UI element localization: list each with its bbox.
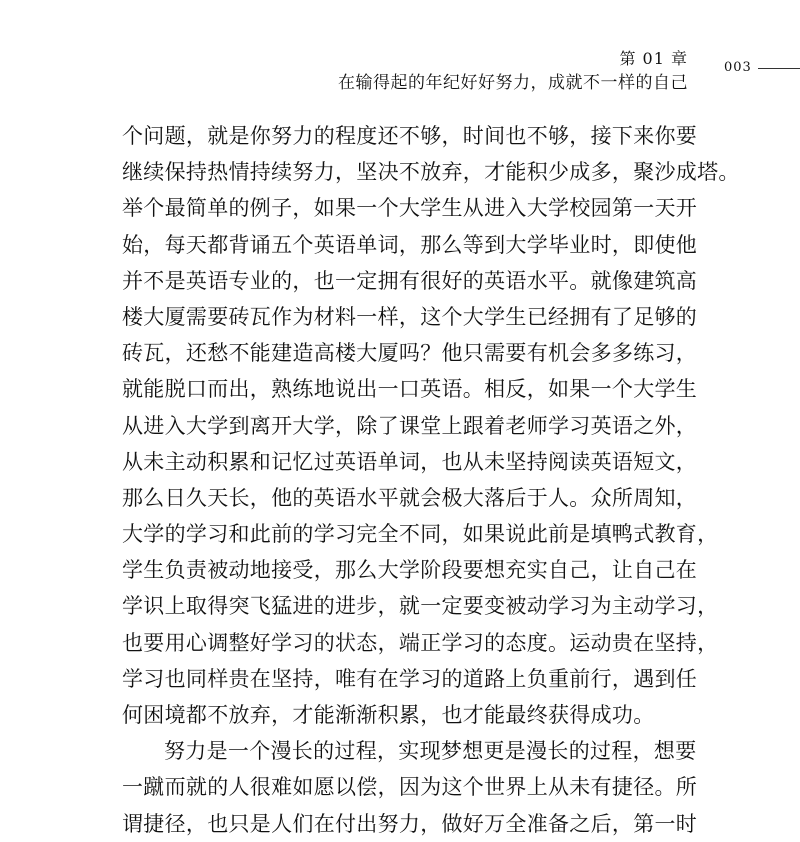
text-line: 一蹴而就的人很难如愿以偿，因为这个世界上从未有捷径。所 (122, 775, 698, 800)
text-line: 砖瓦，还愁不能建造高楼大厦吗？他只需要有机会多多练习， (122, 341, 698, 366)
text-line: 从进入大学到离开大学，除了课堂上跟着老师学习英语之外， (122, 413, 698, 438)
text-line: 楼大厦需要砖瓦作为材料一样，这个大学生已经拥有了足够的 (122, 304, 698, 329)
text-line: 举个最简单的例子，如果一个大学生从进入大学校园第一天开 (122, 196, 698, 221)
text-line: 那么日久天长，他的英语水平就会极大落后于人。众所周知， (122, 485, 698, 510)
text-line: 个问题，就是你努力的程度还不够，时间也不够，接下来你要 (122, 124, 698, 148)
text-line: 也要用心调整好学习的状态，端正学习的态度。运动贵在坚持， (122, 630, 719, 655)
text-line: 学生负责被动地接受，那么大学阶段要想充实自己，让自己在 (122, 558, 698, 583)
header-rule (758, 68, 800, 69)
chapter-title: 在输得起的年纪好好努力，成就不一样的自己 (338, 73, 688, 93)
paragraph-first-line: 努力是一个漫长的过程，实现梦想更是漫长的过程，想要 (164, 739, 697, 764)
text-line: 从未主动积累和记忆过英语单词，也从未坚持阅读英语短文， (122, 449, 698, 474)
text-line: 学识上取得突飞猛进的进步，就一定要变被动学习为主动学习， (122, 594, 719, 619)
text-line: 始，每天都背诵五个英语单词，那么等到大学毕业时，即使他 (122, 232, 698, 257)
text-line: 大学的学习和此前的学习完全不同，如果说此前是填鸭式教育， (122, 522, 719, 547)
text-line: 就能脱口而出，熟练地说出一口英语。相反，如果一个大学生 (122, 377, 698, 402)
body-text (122, 118, 740, 842)
chapter-label: 第 01 章 (619, 49, 688, 68)
running-header (0, 40, 800, 100)
text-line: 谓捷径，也只是人们在付出努力，做好万全准备之后，第一时 (122, 811, 698, 836)
text-line: 学习也同样贵在坚持，唯有在学习的道路上负重前行，遇到任 (122, 666, 698, 691)
text-line: 并不是英语专业的，也一定拥有很好的英语水平。就像建筑高 (122, 268, 698, 293)
text-line: 何困境都不放弃，才能渐渐积累，也才能最终获得成功。 (122, 703, 655, 727)
text-line: 继续保持热情持续努力，坚决不放弃，才能积少成多，聚沙成塔。 (122, 160, 740, 185)
page-number: 003 (724, 60, 752, 75)
